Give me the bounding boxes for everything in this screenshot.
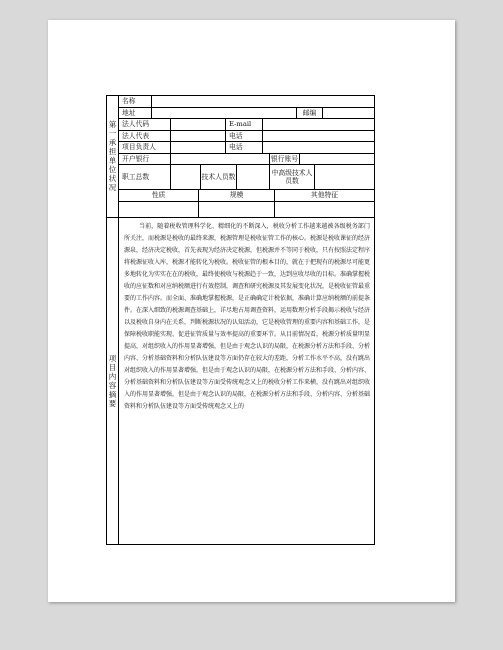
row-address (119, 108, 374, 120)
postcode-field[interactable] (323, 108, 374, 119)
email-field[interactable] (263, 119, 374, 130)
senior-tech-label: 中高级技术人员数 (270, 165, 315, 189)
bank-field[interactable] (171, 154, 270, 165)
row-legal-code (119, 119, 374, 131)
legal-rep-field[interactable] (171, 131, 226, 142)
unit-info-section-label: 第一承担单位状况 (107, 96, 119, 217)
project-lead-field[interactable] (171, 142, 226, 153)
row-name (119, 96, 374, 108)
name-label: 名称 (119, 96, 152, 107)
name-field[interactable] (152, 96, 374, 107)
document-page (48, 20, 455, 602)
tech-staff-field[interactable] (237, 165, 270, 189)
staff-total-field[interactable] (171, 165, 201, 189)
row-staff (119, 165, 374, 190)
application-form (106, 95, 375, 545)
row-legal-rep (119, 131, 374, 143)
senior-tech-field[interactable] (315, 165, 374, 189)
staff-total-label: 职工总数 (119, 165, 171, 189)
email-label: E-mail (226, 119, 263, 130)
lead-phone-field[interactable] (263, 142, 374, 153)
account-field[interactable] (300, 154, 374, 165)
legal-code-field[interactable] (171, 119, 226, 130)
nature-field[interactable] (119, 202, 199, 217)
phone-field[interactable] (263, 131, 374, 142)
legal-code-label: 法人代码 (119, 119, 171, 130)
project-summary-section (107, 218, 374, 544)
row-bank (119, 154, 374, 166)
row-features-values (119, 202, 374, 217)
tech-staff-label: 技术人员数 (201, 165, 237, 189)
nature-label: 性质 (119, 190, 199, 201)
row-project-lead (119, 142, 374, 154)
project-lead-label: 项目负责人 (119, 142, 171, 153)
address-field[interactable] (152, 108, 297, 119)
project-summary-text: 当前，随着税收管理科学化、精细化的不断深入，税收分析工作越来越被各级税务部门所关注，而税源是税收的最终来源，税源管理是税收征管工作的核心。税源是税收课征的经济源泉，经济决定税收，首先表现为经济决定税源，但税源并不等同于税收，只有按照法定程序将税源征收入库，税源才能转化为税收。税收征管的根本目的，就在于把现有的税源尽可能更多地转化为实实在在的税收，最终使税收与税源趋于一致，达到应收尽收的目标。准确掌握税收的应征数和对应纳税额进行有效控制，调查和研究税源及其发展变化状况，是税收征管最重要的工作内容。而全面、准确地掌握税源，是正确确定计税依据，准确计算应纳税额的前提条件。在深入细致的税源调查基础上，详尽地占用调查资料，运用数理分析手段揭示税收与经济以及税收自身内在关系，判断税源状况的认知活动，它是税收管理的重要内容和基础工作，是保障税收职能实现、促进征管质量与效率提高的重要环节。从目前情况看，税源分析质量明显提高，对组织收入的作用显著增强，但是由于观念认识的局限，在税源分析方法和手段、分析内容、分析基础资料和分析队伍建设等方面仍存在较大的差距，分析工作水平不高，没有跳出对组织收入的作用显著增强，但是由于观念认识的局限，在税源分析方法和手段、分析内容、分析基础资料和分析队伍建设等方面受传统观念又上的税收分析工作来横，没有跳出对组织收入的作用显著增强，但是由于观念认识的局限，在税源分析方法和手段、分析内容、分析基础资料和分析队伍建设等方面受传统观念又上的 (124, 222, 371, 410)
other-features-label: 其他特征 (310, 191, 339, 200)
scale-label: 规模 (199, 190, 275, 201)
scale-field[interactable] (199, 202, 275, 217)
unit-info-section (107, 96, 374, 218)
legal-rep-label: 法人代表 (119, 131, 171, 142)
address-label: 地址 (119, 108, 152, 119)
lead-phone-label: 电话 (226, 142, 263, 153)
bank-label: 开户银行 (119, 154, 171, 165)
row-features-header (119, 190, 374, 202)
other-features-field[interactable] (275, 202, 374, 217)
postcode-label: 邮编 (297, 108, 323, 119)
phone-label: 电话 (226, 131, 263, 142)
account-label: 银行账号 (270, 154, 299, 163)
project-summary-section-label: 项目内容摘要 (107, 218, 119, 544)
